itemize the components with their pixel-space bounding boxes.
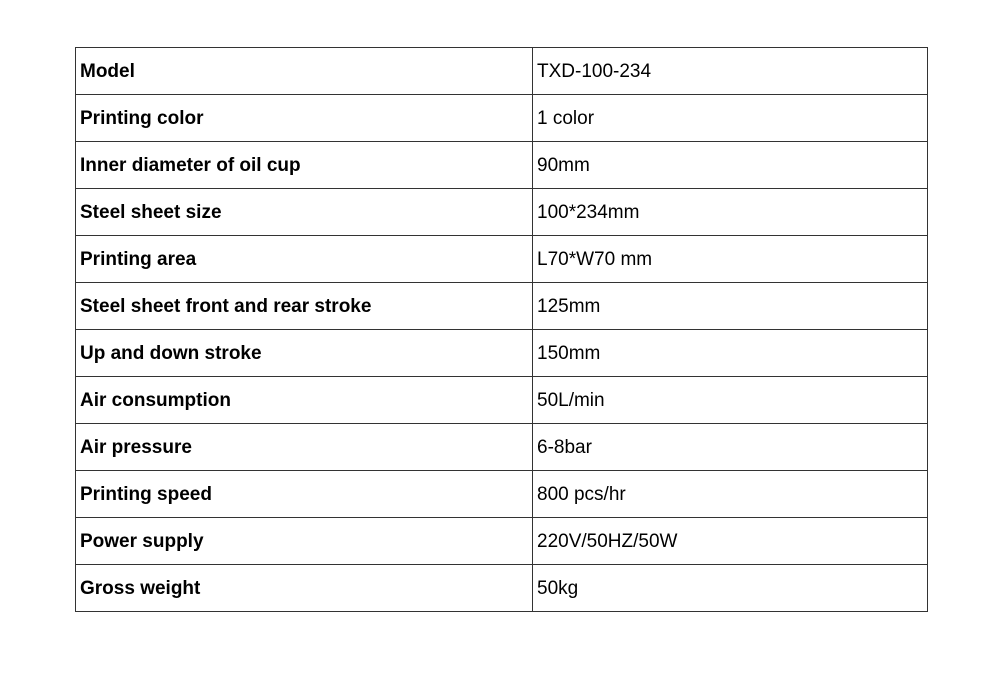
spec-value: 800 pcs/hr [533, 471, 928, 518]
spec-label: Air consumption [76, 377, 533, 424]
table-row [76, 330, 928, 377]
spec-value: 50L/min [533, 377, 928, 424]
table-row [76, 565, 928, 612]
table-row [76, 95, 928, 142]
table-row [76, 48, 928, 95]
table-row [76, 189, 928, 236]
spec-value: 1 color [533, 95, 928, 142]
spec-value: 90mm [533, 142, 928, 189]
spec-table-body [76, 48, 928, 612]
table-row [76, 142, 928, 189]
table-row [76, 377, 928, 424]
table-row [76, 283, 928, 330]
spec-label: Model [76, 48, 533, 95]
spec-value: 6-8bar [533, 424, 928, 471]
spec-label: Inner diameter of oil cup [76, 142, 533, 189]
spec-value: 125mm [533, 283, 928, 330]
spec-label: Gross weight [76, 565, 533, 612]
table-row [76, 236, 928, 283]
spec-value: 150mm [533, 330, 928, 377]
spec-label: Printing area [76, 236, 533, 283]
spec-label: Power supply [76, 518, 533, 565]
spec-table [75, 47, 928, 612]
spec-label: Printing speed [76, 471, 533, 518]
spec-value: TXD-100-234 [533, 48, 928, 95]
spec-value: L70*W70 mm [533, 236, 928, 283]
spec-label: Air pressure [76, 424, 533, 471]
spec-value: 50kg [533, 565, 928, 612]
table-row [76, 518, 928, 565]
spec-label: Up and down stroke [76, 330, 533, 377]
spec-value: 100*234mm [533, 189, 928, 236]
spec-label: Steel sheet size [76, 189, 533, 236]
spec-value: 220V/50HZ/50W [533, 518, 928, 565]
table-row [76, 471, 928, 518]
spec-label: Steel sheet front and rear stroke [76, 283, 533, 330]
table-row [76, 424, 928, 471]
spec-label: Printing color [76, 95, 533, 142]
